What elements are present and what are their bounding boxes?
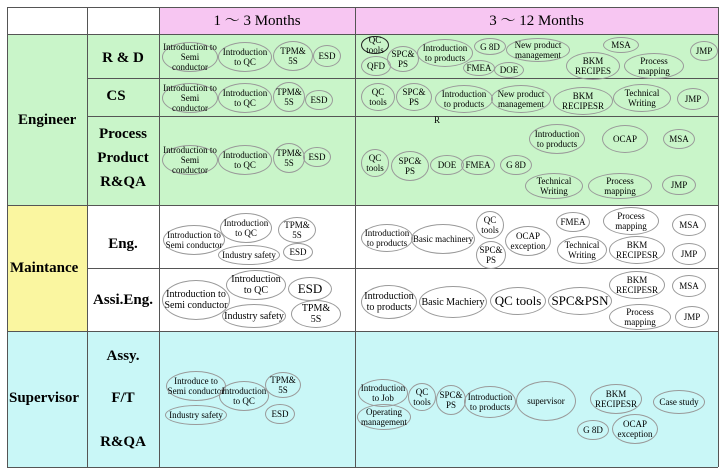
bubble-tpm-5s: TPM& 5S <box>273 143 305 173</box>
sub-sup-1: Assy. <box>106 348 140 364</box>
bubble-jmp: JMP <box>675 306 709 328</box>
bubble-jmp: JMP <box>672 243 706 265</box>
bubble-bkm-recipesr: BKM RECIPESR <box>609 271 665 299</box>
bubble-case-study: Case study <box>653 390 705 414</box>
bubble-intro-products: Introduction to products <box>361 285 417 319</box>
bubble-fmea: FMEA <box>556 212 590 232</box>
bubble-intro-qc: Introduction to QC <box>218 145 272 175</box>
bubble-msa: MSA <box>672 214 706 236</box>
bubble-intro-semiconductor: Introduction Semi conductor <box>162 145 218 175</box>
bubble-jmp: JMP <box>690 41 718 61</box>
bubble-technical-writing: Technical Writing <box>613 84 671 112</box>
bubble-ocap-exception: OCAP exception <box>612 414 658 444</box>
bubble-spc-ps: SPC& PS <box>387 46 419 72</box>
bubble-process-mapping: Process mapping <box>603 207 659 235</box>
bubble-qc-tools: QC tools <box>490 287 546 315</box>
group-supervisor: Supervisor <box>9 390 80 406</box>
bubble-qc-tools: QC tools <box>408 383 436 411</box>
bubble-esd: ESD <box>283 243 313 261</box>
bubble-qc-tools: QC tools <box>361 83 395 111</box>
period2-label: 3 ～ 12 Months <box>489 13 584 29</box>
bubble-process-mapping: Process mapping <box>588 173 652 199</box>
bubble-intro-qc: Introduction to QC <box>220 213 272 243</box>
bubble-industry-safety: Industry safety <box>222 304 286 328</box>
bubble-qc-tools: QC tools <box>361 36 389 54</box>
sub-assi: Assi.Eng. <box>92 292 154 308</box>
bubble-doe: DOE <box>430 155 464 175</box>
stray-letter: R <box>434 115 441 125</box>
bubble-industry-safety: Industry safety <box>165 405 227 425</box>
bubble-jmp: JMP <box>662 175 696 195</box>
sub-ppq-2: Product <box>97 150 149 166</box>
group-engineer: Engineer <box>18 112 77 128</box>
bubble-intro-semiconductor: Introduction Semi conductor <box>162 83 218 113</box>
bubble-g8d: G 8D <box>500 155 532 175</box>
bubble-tpm-5s: TPM& 5S <box>278 217 316 243</box>
bubble-new-product-mgmt: New product management <box>506 38 570 62</box>
bubble-spc-ps: SPC& PS <box>436 385 466 415</box>
bubble-msa: MSA <box>603 37 639 53</box>
bubble-intro-products: Introduction to products <box>529 124 585 154</box>
sub-sup-3: R&QA <box>100 434 146 450</box>
group-maintance: Maintance <box>10 260 79 276</box>
bubble-basic-machiery: Basic Machiery <box>419 286 487 318</box>
sub-sup-2: F/T <box>111 390 135 406</box>
bubble-qfd: QFD <box>361 56 391 76</box>
bubble-ocap-exception: OCAP exception <box>505 226 551 256</box>
bubble-intro-qc: Introduction to QC <box>226 270 286 300</box>
corner-cell <box>7 7 159 34</box>
bubble-g8d: G 8D <box>577 420 609 440</box>
bubble-esd: ESD <box>303 147 331 167</box>
bubble-ocap: OCAP <box>602 125 648 153</box>
bubble-spc-ps: SPC& PS <box>391 151 429 181</box>
bubble-esd: ESD <box>288 277 332 301</box>
sub-ppq-3: R&QA <box>100 174 146 190</box>
bubble-tpm-5s: TPM& 5S <box>291 300 341 328</box>
bubble-spc-ps: SPC& PS <box>396 83 432 111</box>
bubble-intro-semiconductor: Introduction to Semi conductor <box>162 280 230 320</box>
bubble-supervisor: supervisor <box>516 381 576 421</box>
bubble-intro-qc: Introduction to QC <box>219 381 269 411</box>
bubble-intro-job: Introduction to Job <box>358 379 408 407</box>
bubble-process-mapping: Process mapping <box>609 304 671 330</box>
bubble-qc-tools: QC tools <box>476 211 504 239</box>
bubble-fmea: FMEA <box>463 60 495 76</box>
bubble-intro-semiconductor: Introduction to Semi conductor <box>163 225 225 255</box>
bubble-new-product-mgmt: New product management <box>491 85 551 113</box>
bubble-intro-products: Introduction to products <box>417 39 473 67</box>
bubble-tpm-5s: TPM& 5S <box>265 372 301 398</box>
bubble-bkm-recipesr: BKM RECIPESR <box>590 384 642 414</box>
bubble-technical-writing: Technical Writing <box>557 236 607 264</box>
bubble-intro-products: Introduction to products <box>464 386 516 418</box>
bubble-intro-semiconductor: Introduction Semi conductor <box>162 42 218 72</box>
bubble-esd: ESD <box>313 45 341 67</box>
bubble-msa: MSA <box>663 129 695 149</box>
bubble-intro-semiconductor: Introduce to Semi conductor <box>166 371 226 401</box>
bubble-intro-qc: Introduction to QC <box>218 42 272 72</box>
bubble-tpm-5s: TPM& 5S <box>273 41 313 71</box>
bubble-spc-ps: SPC& PS <box>476 241 506 269</box>
bubble-msa: MSA <box>672 275 706 297</box>
sub-rd: R & D <box>102 50 144 66</box>
bubble-process-mapping: Process mapping <box>624 53 684 79</box>
bubble-intro-products: Introduction to products <box>361 224 413 252</box>
bubble-esd: ESD <box>265 404 295 424</box>
bubble-spc-psn: SPC&PSN <box>548 287 612 315</box>
bubble-bkm-recipesr: BKM RECIPESR <box>553 87 613 115</box>
bubble-esd: ESD <box>305 90 333 110</box>
sub-eng: Eng. <box>108 236 138 252</box>
bubble-doe: DOE <box>494 62 524 78</box>
sub-ppq-1: Process <box>98 126 148 142</box>
bubble-basic-machinery: Basic machinery <box>411 224 475 254</box>
bubble-technical-writing: Technical Writing <box>525 173 583 199</box>
bubble-bkm-recipes: BKM RECIPES <box>566 52 620 80</box>
bubble-intro-qc: Introduction to QC <box>218 83 272 113</box>
bubble-bkm-recipesr: BKM RECIPESR <box>609 236 665 264</box>
bubble-operating-mgmt: Operating management <box>357 404 411 430</box>
sub-cs: CS <box>106 88 126 104</box>
bubble-fmea: FMEA <box>461 155 495 175</box>
bubble-intro-products: Introduction to products <box>435 85 493 113</box>
bubble-industry-safety: Industry safety <box>218 245 280 265</box>
bubble-g8d: G 8D <box>474 38 506 55</box>
bubble-jmp: JMP <box>677 88 709 110</box>
bubble-tpm-5s: TPM& 5S <box>273 82 305 112</box>
bubble-qc-tools: QC tools <box>361 149 389 177</box>
period1-label: 1 ～ 3 Months <box>213 13 301 29</box>
